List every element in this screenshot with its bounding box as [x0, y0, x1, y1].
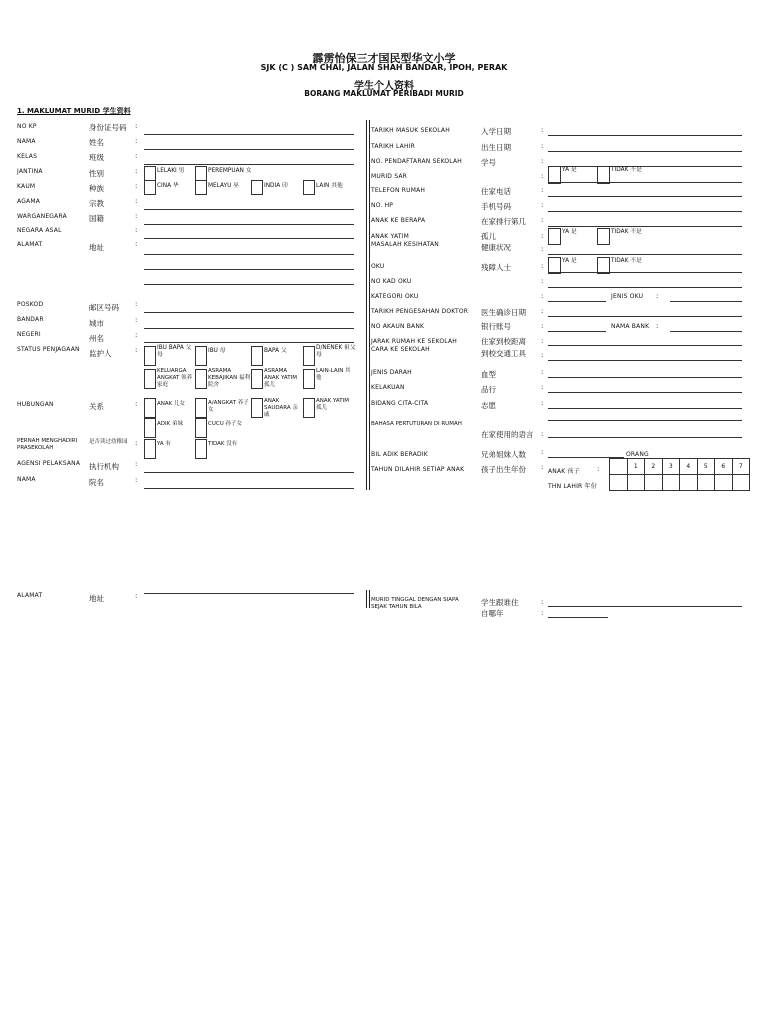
child-col-7: 7	[732, 459, 750, 475]
bandar-label-zh: 城市	[89, 319, 104, 328]
colon: :	[135, 167, 138, 175]
oku-label-zh: 残障人士	[481, 263, 511, 272]
nama-bank-field[interactable]	[670, 331, 742, 332]
kelakuan-field[interactable]	[548, 392, 742, 393]
tarikh-doktor-label: TARIKH PENGESAHAN DOKTOR	[371, 308, 469, 315]
jenis-darah-field[interactable]	[548, 377, 742, 378]
jantina-label: JANTINA	[17, 168, 43, 175]
anak-row-label: ANAK 孩子	[548, 468, 580, 475]
children-birth-year-table	[609, 458, 750, 491]
bandar-field[interactable]	[144, 328, 354, 329]
no-hp-field[interactable]	[548, 211, 742, 212]
kategori-oku-field[interactable]	[548, 301, 606, 302]
school-name-chinese: 霹雳怡保三才国民型华文小学	[312, 52, 456, 65]
colon: :	[541, 186, 544, 194]
masalah-field[interactable]	[548, 254, 742, 255]
anak-yatim-label-zh: 孤儿	[481, 232, 496, 241]
anak-angkat-checkbox[interactable]	[195, 398, 207, 418]
keluarga-angkat-checkbox[interactable]	[144, 369, 156, 389]
jenis-darah-label-zh: 血型	[481, 370, 496, 379]
colon: :	[597, 465, 600, 473]
year-cell[interactable]	[662, 475, 680, 491]
kelas-label-zh: 班级	[89, 153, 104, 162]
cara-field[interactable]	[548, 360, 742, 361]
colon: :	[135, 316, 138, 324]
alamat-line-1[interactable]	[144, 254, 354, 255]
prasekolah-ya-option: YA 有	[157, 441, 171, 447]
colon: :	[135, 331, 138, 339]
tarikh-masuk-label-zh: 入学日期	[481, 127, 511, 136]
prasekolah-tidak-option: TIDAK 没有	[208, 441, 238, 447]
prasekolah-label-zh: 是否读过幼稚园	[89, 439, 128, 445]
colon: :	[135, 137, 138, 145]
colon: :	[135, 240, 138, 248]
colon: :	[135, 152, 138, 160]
bapa-option: BAPA 父	[264, 348, 287, 354]
ibu-bapa-option: IBU BAPA 父母	[157, 345, 192, 358]
anak-yatim-ya-option: YA 是	[562, 229, 577, 235]
colon: :	[541, 598, 544, 606]
bahasa-label: BAHASA PERTUTURAN DI RUMAH	[371, 421, 462, 427]
year-cell[interactable]	[645, 475, 663, 491]
negeri-field[interactable]	[144, 342, 354, 343]
tarikh-lahir-field[interactable]	[548, 151, 742, 152]
masalah-label-zh: 健康状况	[481, 243, 511, 252]
kelas-label: KELAS	[17, 153, 38, 160]
melayu-checkbox[interactable]	[195, 180, 207, 195]
kelas-field[interactable]	[144, 164, 354, 165]
colon: :	[135, 476, 138, 484]
anak-ke-label: ANAK KE BERAPA	[371, 217, 426, 224]
tinggal-field[interactable]	[548, 606, 742, 607]
jenis-oku-label: JENIS OKU	[611, 293, 644, 300]
anak-ke-label-zh: 在家排行第几	[481, 217, 526, 226]
bil-adik-label: BIL ADIK BERADIK	[371, 451, 428, 458]
anak-yatim-tidak-checkbox[interactable]	[597, 228, 610, 245]
kaum-label: KAUM	[17, 183, 36, 190]
nama-bank-label: NAMA BANK	[611, 323, 650, 330]
alamat-label: ALAMAT	[17, 241, 43, 248]
tarikh-doktor-label-zh: 医生确诊日期	[481, 308, 526, 317]
oku-underline	[548, 272, 742, 273]
cucu-checkbox[interactable]	[195, 418, 207, 438]
akaun-bank-field[interactable]	[548, 331, 606, 332]
india-checkbox[interactable]	[251, 180, 263, 195]
lelaki-checkbox[interactable]	[144, 166, 156, 181]
colon: :	[656, 322, 659, 330]
cita-cita-field[interactable]	[548, 408, 742, 409]
ibu-checkbox[interactable]	[195, 346, 207, 366]
warganegara-label: WARGANEGARA	[17, 213, 67, 220]
kaum-label-zh: 种族	[89, 184, 104, 193]
anak-yatim-ya-checkbox[interactable]	[548, 228, 561, 245]
anak-saudara-checkbox[interactable]	[251, 398, 263, 418]
jarak-field[interactable]	[548, 345, 742, 346]
colon: :	[541, 216, 544, 224]
colon: :	[135, 460, 138, 468]
nama-label: NAMA	[17, 138, 36, 145]
negeri-label: NEGERI	[17, 331, 41, 338]
colon: :	[541, 292, 544, 300]
no-kp-label: NO KP	[17, 123, 37, 130]
lelaki-option: LELAKI 男	[157, 168, 185, 174]
telefon-field[interactable]	[548, 196, 742, 197]
sejak-label-zh: 自哪年	[481, 609, 504, 618]
bil-adik-label-zh: 兄弟姐妹人数	[481, 450, 526, 459]
colon: :	[541, 262, 544, 270]
masalah-label: MASALAH KESIHATAN	[371, 241, 439, 248]
agensi-field[interactable]	[144, 472, 354, 473]
status-penjagaan-label: STATUS PENJAGAAN	[17, 346, 80, 353]
colon: :	[135, 592, 138, 600]
agensi-label: AGENSI PELAKSANA	[17, 460, 81, 467]
lain-option: LAIN 其他	[316, 183, 343, 189]
nama-institusi-field[interactable]	[144, 488, 354, 489]
oku-label: OKU	[371, 263, 385, 270]
no-kp-field[interactable]	[144, 134, 354, 135]
datuk-nenek-checkbox[interactable]	[303, 346, 315, 366]
anak-yatim-option: ANAK YATIM 孤儿	[316, 398, 349, 411]
form-title-chinese: 学生个人资料	[354, 81, 414, 92]
tarikh-lahir-label: TARIKH LAHIR	[371, 143, 416, 150]
section-title: 1. MAKLUMAT MURID 学生资料	[17, 107, 131, 115]
jenis-darah-label: JENIS DARAH	[371, 369, 412, 376]
status-penjagaan-label-zh: 监护人	[89, 349, 112, 358]
adik-checkbox[interactable]	[144, 418, 156, 438]
murid-sar-underline	[548, 182, 742, 183]
colon: :	[541, 277, 544, 285]
alamat-institusi-field[interactable]	[144, 593, 354, 594]
kelakuan-label-zh: 品行	[481, 385, 496, 394]
anak-ke-field[interactable]	[548, 226, 742, 227]
anak-yatim-label: ANAK YATIM	[371, 233, 409, 240]
cina-option: CINA 华	[157, 183, 179, 189]
cita-cita-field-2[interactable]	[548, 420, 742, 421]
nama-label-zh: 姓名	[89, 138, 104, 147]
colon: :	[135, 439, 138, 447]
cara-label: CARA KE SEKOLAH	[371, 346, 430, 353]
negara-asal-label: NEGARA ASAL	[17, 227, 62, 234]
colon: :	[541, 448, 544, 456]
column-divider-bottom	[366, 590, 370, 608]
oku-tidak-option: TIDAK 不是	[611, 258, 642, 264]
colon: :	[541, 201, 544, 209]
colon: :	[541, 232, 544, 240]
alamat-line-2[interactable]	[144, 269, 354, 270]
tarikh-masuk-label: TARIKH MASUK SEKOLAH	[371, 127, 450, 134]
bandar-label: BANDAR	[17, 316, 44, 323]
colon: :	[135, 346, 138, 354]
nama-institusi-label-zh: 院名	[89, 478, 104, 487]
bahasa-field[interactable]	[548, 437, 742, 438]
poskod-field[interactable]	[144, 312, 354, 313]
warganegara-field[interactable]	[144, 224, 354, 225]
agama-field[interactable]	[144, 209, 354, 210]
anak-yatim-tidak-option: TIDAK 不是	[611, 229, 642, 235]
murid-sar-tidak-option: TIDAK 不是	[611, 167, 642, 173]
form-title-english: BORANG MAKLUMAT PERIBADI MURID	[304, 89, 464, 98]
colon: :	[135, 226, 138, 234]
colon: :	[135, 400, 138, 408]
alamat-line-3[interactable]	[144, 284, 354, 285]
cara-label-zh: 到校交通工具	[481, 349, 526, 358]
kategori-oku-label: KATEGORI OKU	[371, 293, 419, 300]
prasekolah-label: PERNAH MENGHADIRI PRASEKOLAH	[17, 438, 78, 451]
poskod-label: POSKOD	[17, 301, 44, 308]
year-cell[interactable]	[627, 475, 645, 491]
tahun-lahir-label: TAHUN DILAHIR SETIAP ANAK	[371, 466, 465, 473]
jarak-label-zh: 住家到校距离	[481, 337, 526, 346]
poskod-label-zh: 邮区号码	[89, 303, 119, 312]
thn-lahir-row-label: THN LAHIR 年份	[548, 483, 597, 490]
melayu-option: MELAYU 巫	[208, 183, 239, 189]
anak-saudara-option: ANAK SAUDARA 亲戚	[264, 398, 298, 418]
asrama-kebajikan-option: ASRAMA KEBAJIKAN 福利院舍	[208, 368, 250, 388]
tarikh-lahir-label-zh: 出生日期	[481, 143, 511, 152]
colon: :	[541, 351, 544, 359]
keluarga-angkat-option: KELUARGA ANGKAT 领养家庭	[157, 368, 193, 388]
oku-ya-option: YA 是	[562, 258, 577, 264]
year-cell[interactable]	[732, 475, 750, 491]
child-col-4: 4	[680, 459, 698, 475]
alamat-institusi-label: ALAMAT	[17, 592, 43, 599]
bapa-checkbox[interactable]	[251, 346, 263, 366]
agama-label-zh: 宗教	[89, 199, 104, 208]
colon: :	[541, 172, 544, 180]
no-kad-oku-label: NO KAD OKU	[371, 278, 412, 285]
tarikh-doktor-field[interactable]	[548, 316, 742, 317]
no-kp-label-zh: 身份证号码	[89, 123, 127, 132]
cucu-option: CUCU 孙子女	[208, 421, 242, 427]
colon: :	[135, 197, 138, 205]
colon: :	[541, 245, 544, 253]
colon: :	[541, 383, 544, 391]
perempuan-checkbox[interactable]	[195, 166, 207, 181]
telefon-label: TELEFON RUMAH	[371, 187, 426, 194]
year-cell[interactable]	[680, 475, 698, 491]
child-col-5: 5	[697, 459, 715, 475]
asrama-kebajikan-checkbox[interactable]	[195, 369, 207, 389]
adik-option: ADIK 弟妹	[157, 421, 183, 427]
colon: :	[135, 182, 138, 190]
lain-checkbox[interactable]	[303, 180, 315, 195]
jantina-label-zh: 性别	[89, 169, 104, 178]
nama-field[interactable]	[144, 149, 354, 150]
prasekolah-ya-checkbox[interactable]	[144, 439, 156, 459]
ibu-option: IBU 母	[208, 348, 226, 354]
no-hp-label: NO. HP	[371, 202, 394, 209]
negara-asal-field[interactable]	[144, 238, 354, 239]
anak-option: ANAK 儿女	[157, 401, 185, 407]
anak-yatim-checkbox[interactable]	[303, 398, 315, 418]
akaun-bank-label-zh: 银行账号	[481, 322, 511, 331]
alamat-label-zh: 地址	[89, 243, 104, 252]
colon: :	[541, 463, 544, 471]
cina-checkbox[interactable]	[144, 180, 156, 195]
perempuan-option: PEREMPUAN 女	[208, 168, 252, 174]
child-col-2: 2	[645, 459, 663, 475]
child-col-3: 3	[662, 459, 680, 475]
colon: :	[541, 126, 544, 134]
colon: :	[135, 212, 138, 220]
jenis-oku-field[interactable]	[670, 301, 742, 302]
school-name-english: SJK (C ) SAM CHAI, JALAN SHAH BANDAR, IPOH, PERAK	[260, 63, 508, 72]
tarikh-masuk-field[interactable]	[548, 135, 742, 136]
hubungan-label-zh: 关系	[89, 402, 104, 411]
tinggal-label: MURID TINGGAL DENGAN SIAPA SEJAK TAHUN BILA	[371, 597, 459, 610]
tinggal-label-zh: 学生跟谁住	[481, 598, 519, 607]
lain-lain-checkbox[interactable]	[303, 369, 315, 389]
anak-checkbox[interactable]	[144, 398, 156, 418]
asrama-yatim-checkbox[interactable]	[251, 369, 263, 389]
murid-sar-label: MURID SAR	[371, 173, 408, 180]
akaun-bank-label: NO AKAUN BANK	[371, 323, 425, 330]
nama-institusi-label: NAMA	[17, 476, 36, 483]
prasekolah-tidak-checkbox[interactable]	[195, 439, 207, 459]
colon: :	[541, 307, 544, 315]
child-col-6: 6	[715, 459, 733, 475]
colon: :	[135, 300, 138, 308]
no-pendaftaran-field[interactable]	[548, 166, 742, 167]
datuk-nenek-option: D/NENEK 祖父母	[316, 345, 356, 358]
asrama-yatim-option: ASRAMA ANAK YATIM 孤儿	[264, 368, 297, 388]
ibu-bapa-checkbox[interactable]	[144, 346, 156, 366]
india-option: INDIA 印	[264, 183, 288, 189]
colon: :	[541, 322, 544, 330]
kelakuan-label: KELAKUAN	[371, 384, 405, 391]
tahun-lahir-label-zh: 孩子出生年份	[481, 465, 526, 474]
warganegara-label-zh: 国籍	[89, 214, 104, 223]
negeri-label-zh: 州名	[89, 334, 104, 343]
colon: :	[541, 157, 544, 165]
cita-cita-label-zh: 志愿	[481, 401, 496, 410]
year-cell[interactable]	[715, 475, 733, 491]
child-col-1: 1	[627, 459, 645, 475]
orang-unit: ORANG	[626, 451, 649, 458]
agama-label: AGAMA	[17, 198, 41, 205]
murid-sar-ya-option: YA 是	[562, 167, 577, 173]
colon: :	[541, 399, 544, 407]
telefon-label-zh: 住家电话	[481, 187, 511, 196]
bahasa-label-zh: 在家使用的语言	[481, 430, 534, 439]
hubungan-label: HUBUNGAN	[17, 401, 54, 408]
anak-angkat-option: A/ANGKAT 养子女	[208, 400, 249, 413]
no-hp-label-zh: 手机号码	[481, 202, 511, 211]
colon: :	[541, 368, 544, 376]
year-cell[interactable]	[610, 475, 628, 491]
no-pendaftaran-label: NO. PENDAFTARAN SEKOLAH	[371, 158, 462, 165]
agensi-label-zh: 执行机构	[89, 462, 119, 471]
colon: :	[656, 292, 659, 300]
alamat-institusi-label-zh: 地址	[89, 594, 104, 603]
year-cell[interactable]	[697, 475, 715, 491]
colon: :	[135, 122, 138, 130]
jarak-label: JARAK RUMAH KE SEKOLAH	[371, 338, 457, 345]
colon: :	[541, 609, 544, 617]
no-kad-oku-field[interactable]	[548, 287, 742, 288]
colon: :	[541, 142, 544, 150]
lain-lain-option: LAIN-LAIN 其他	[316, 368, 351, 381]
cita-cita-label: BIDANG CITA-CITA	[371, 400, 429, 407]
colon: :	[541, 337, 544, 345]
sejak-field[interactable]	[548, 617, 608, 618]
colon: :	[541, 430, 544, 438]
no-pendaftaran-label-zh: 学号	[481, 158, 496, 167]
column-divider	[366, 120, 370, 490]
